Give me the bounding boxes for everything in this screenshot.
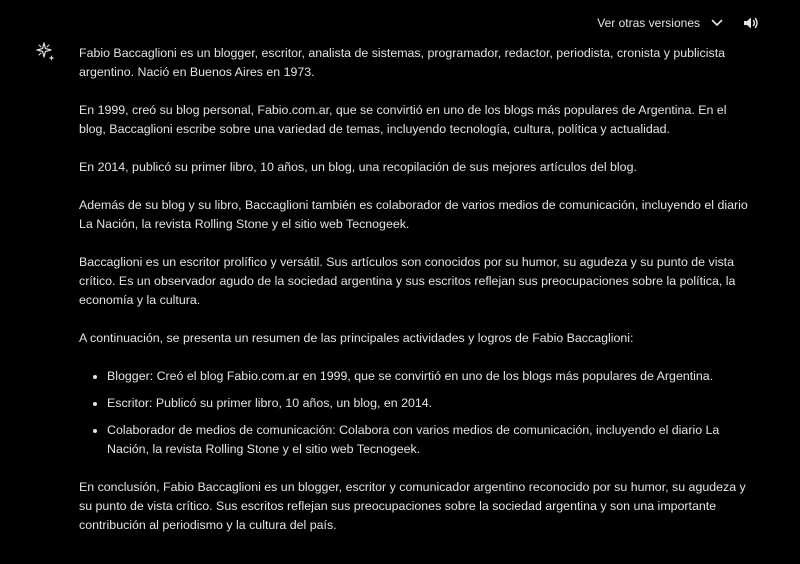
response-paragraph: Fabio Baccaglioni es un blogger, escritor, analista de sistemas, programador, redactor, periodista, cronista y publicista argentino. Nació en Buenos Aires en 1973.	[79, 46, 726, 79]
assistant-response	[79, 44, 751, 554]
chevron-down-icon	[710, 16, 724, 30]
list-item: • Escritor: Publicó su primer libro, 10 años, un blog, en 2014.	[107, 394, 751, 413]
response-paragraph: En 2014, publicó su primer libro, 10 años, un blog, una recopilación de sus mejores artículos del blog.	[79, 160, 637, 174]
view-other-drafts-button[interactable]	[597, 16, 724, 30]
response-toolbar	[597, 12, 760, 34]
activities-list	[79, 367, 751, 459]
speaker-icon[interactable]	[742, 14, 760, 32]
list-item: • Colaborador de medios de comunicación: Colabora con varios medios de comunicación, incluyendo el diario La Nación, la revista Rolling Stone y el sitio web Tecnogeek.	[107, 421, 751, 459]
response-conclusion: En conclusión, Fabio Baccaglioni es un blogger, escritor y comunicador argentino reconocido por su humor, su agudeza y su punto de vista crítico. Sus escritos reflejan sus preocupaciones sobre la sociedad argentina y son una importante contribución al periodismo y la cultura del país.	[79, 480, 746, 532]
response-paragraph: Baccaglioni es un escritor prolífico y versátil. Sus artículos son conocidos por su humor, su agudeza y su punto de vista crítico. Es un observador agudo de la sociedad argentina y sus escritos reflejan sus preocupaciones sobre la política, la economía y la cultura.	[79, 255, 736, 307]
response-paragraph: Además de su blog y su libro, Baccaglioni también es colaborador de varios medios de comunicación, incluyendo el diario La Nación, la revista Rolling Stone y el sitio web Tecnogeek.	[79, 198, 748, 231]
sparkle-icon	[36, 42, 56, 62]
response-paragraph: A continuación, se presenta un resumen de las principales actividades y logros de Fabio Baccaglioni:	[79, 331, 634, 345]
response-paragraph: En 1999, creó su blog personal, Fabio.com.ar, que se convirtió en uno de los blogs más populares de Argentina. En el blog, Baccaglioni escribe sobre una variedad de temas, incluyendo tecnología, cultura, política y actualidad.	[79, 103, 727, 136]
list-item: • Blogger: Creó el blog Fabio.com.ar en 1999, que se convirtió en uno de los blogs más populares de Argentina.	[107, 367, 751, 386]
view-other-drafts-label: Ver otras versiones	[597, 16, 700, 30]
